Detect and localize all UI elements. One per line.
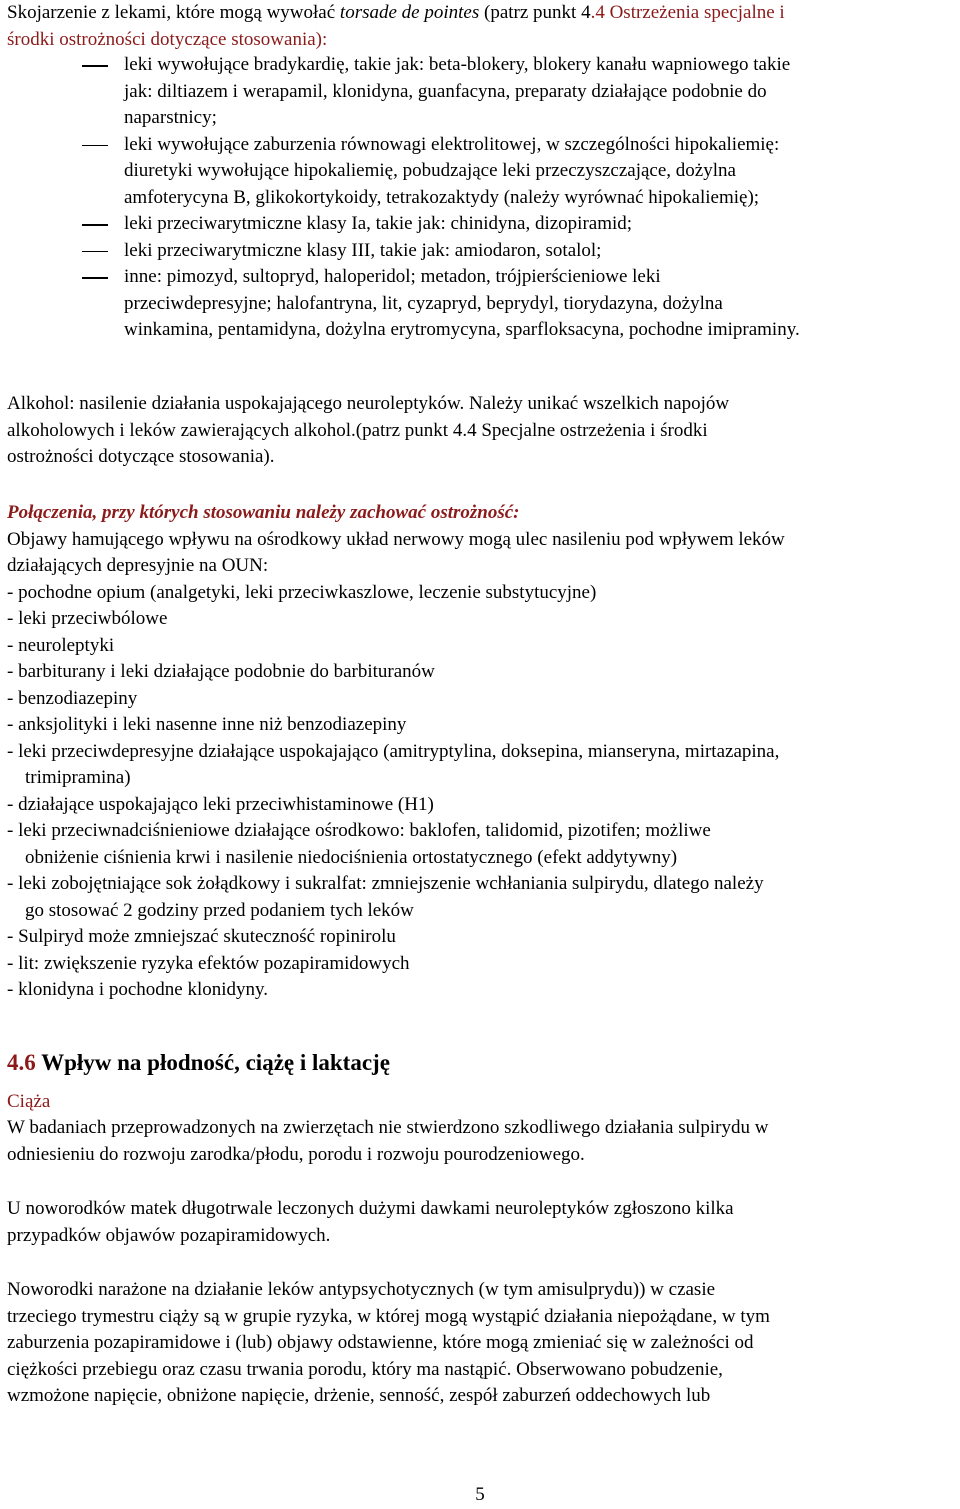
alcohol-line-3: ostrożności dotyczące stosowania). [7,446,275,467]
paragraph-line: odniesieniu do rozwoju zarodka/płodu, porodu i rozwoju pourodzeniowego. [7,1143,585,1165]
caution-item-line: - lit: zwiększenie ryzyka efektów pozapiramidowych [7,952,410,974]
dash-item-line: naparstnicy; [124,107,217,128]
dash-item-line: winkamina, pentamidyna, dożylna erytromycyna, sparfloksacyna, pochodne imipraminy. [124,319,800,340]
caution-item-line: - działające uspokajająco leki przeciwhistaminowe (H1) [7,793,434,815]
pregnancy-paragraph-2 [7,1196,955,1249]
dash-bullet-icon [82,251,108,253]
paragraph-line: trzeciego trymestru ciąży są w grupie ryzyka, w której mogą wystąpić działania niepożądane, w tym [7,1305,770,1327]
dash-bullet-icon [82,277,108,279]
dash-item-line: leki przeciwarytmiczne klasy III, takie jak: amiodaron, sotalol; [124,239,602,261]
pregnancy-paragraph-1 [7,1115,955,1168]
dash-item-line: amfoterycyna B, glikokortykoidy, tetrakozaktydy (należy wyrównać hipokaliemię); [124,186,760,208]
caution-list-item [7,818,955,871]
dash-bullet-icon [82,224,108,226]
section-4-6 [7,1050,955,1410]
caution-intro-line-2: działających depresyjnie na OUN: [7,555,269,576]
caution-section [7,500,955,1004]
caution-list-item [7,871,955,924]
intro-line-2: środki ostrożności dotyczące stosowania): [7,28,328,50]
caution-item-line: trimipramina) [25,767,131,788]
paragraph-line: ciężkości przebiegu oraz czasu trwania porodu, który ma nastąpić. Obserwowano pobudzenie, [7,1358,723,1380]
caution-list-item [7,659,955,686]
caution-list-item [7,951,955,978]
dash-item-line: jak: diltiazem i werapamil, klonidyna, guanfacyna, preparaty działające podobnie do [124,80,767,102]
dash-item-line: leki wywołujące zaburzenia równowagi elektrolitowej, w szczególności hipokaliemię: [124,133,780,155]
section-title-text: Wpływ na płodność, ciążę i laktację [35,1050,390,1075]
caution-item-line: obniżenie ciśnienia krwi i nasilenie niedociśnienia ortostatycznego (efekt addytywny) [25,846,678,868]
dash-item-line: przeciwdepresyjne; halofantryna, lit, cyzapryd, beprydyl, tiorydazyna, dożylna [124,292,723,314]
intro-text: Skojarzenie z lekami, które mogą wywołać [7,2,340,23]
dash-list [0,52,960,344]
caution-item-line: - leki zobojętniające sok żołądkowy i sukralfat: zmniejszenie wchłaniania sulpirydu, dlatego należy [7,873,764,894]
dash-bullet-icon [82,65,108,67]
intro-line-1 [7,0,955,27]
alcohol-line-1: Alkohol: nasilenie działania uspokajającego neuroleptyków. Należy unikać wszelkich napojów [7,393,730,414]
caution-item-line: - barbiturany i leki działające podobnie do barbituranów [7,661,435,682]
section-title [7,1050,955,1077]
caution-intro-line-1: Objawy hamującego wpływu na ośrodkowy układ nerwowy mogą ulec nasileniu pod wpływem leków [7,528,785,550]
caution-list [7,580,955,1004]
paragraph-line: przypadków objawów pozapiramidowych. [7,1224,331,1246]
paragraph-line: wzmożone napięcie, obniżone napięcie, drżenie, senność, zespół zaburzeń oddechowych lub [7,1385,711,1406]
dash-item-line: inne: pimozyd, sultopryd, haloperidol; metadon, trójpierścieniowe leki [124,266,661,287]
caution-item-line: - leki przeciwnadciśnieniowe działające ośrodkowo: baklofen, talidomid, pizotifen; możliwe [7,820,711,841]
caution-item-line: - neuroleptyki [7,634,115,656]
paragraph-line: Noworodki narażone na działanie leków antypsychotycznych (w tym amisulprydu)) w czasie [7,1279,716,1300]
intro-italic-term: torsade de pointes [339,2,480,23]
pregnancy-paragraph-3 [7,1277,955,1410]
dash-list-item [0,211,960,238]
paragraph-line: W badaniach przeprowadzonych na zwierzętach nie stwierdzono szkodliwego działania sulpirydu w [7,1117,769,1138]
caution-item-line: - leki przeciwdepresyjne działające uspokajająco (amitryptylina, doksepina, mianseryna, mirtazapina, [7,740,780,762]
caution-list-item [7,712,955,739]
paragraph-line: zaburzenia pozapiramidowe i (lub) objawy odstawienne, które mogą zmieniać się w zależności od [7,1332,754,1353]
caution-heading: Połączenia, przy których stosowaniu należy zachować ostrożność: [7,502,520,523]
dash-list-item [0,52,960,132]
caution-item-line: - leki przeciwbólowe [7,608,168,629]
caution-list-item [7,924,955,951]
caution-item-line: - benzodiazepiny [7,687,138,709]
intro-highlighted-ref: .4 Ostrzeżenia specjalne i [590,2,785,23]
caution-list-item [7,580,955,607]
dash-item-line: diuretyki wywołujące hipokaliemię, pobudzające leki przeczyszczające, dożylna [124,160,736,181]
caution-item-line: - Sulpiryd może zmniejszać skuteczność ropinirolu [7,926,396,947]
dash-list-item [0,132,960,212]
pregnancy-subheading: Ciąża [7,1090,51,1112]
caution-item-line: - pochodne opium (analgetyki, leki przeciwkaszlowe, leczenie substytucyjne) [7,581,597,603]
dash-bullet-icon [82,145,108,147]
dash-list-item [0,238,960,265]
intro-text: (patrz punkt 4 [479,2,591,23]
caution-list-item [7,739,955,792]
caution-item-line: - klonidyna i pochodne klonidyny. [7,979,269,1000]
caution-list-item [7,633,955,660]
dash-list-item [0,264,960,344]
caution-item-line: go stosować 2 godziny przed podaniem tych leków [25,899,414,921]
caution-list-item [7,686,955,713]
section-number: 4.6 [7,1050,36,1075]
intro-paragraph [7,0,955,53]
alcohol-line-2: alkoholowych i leków zawierających alkohol.(patrz punkt 4.4 Specjalne ostrzeżenia i środki [7,419,708,441]
dash-item-line: leki wywołujące bradykardię, takie jak: beta-blokery, blokery kanału wapniowego takie [124,54,791,75]
page-number: 5 [475,1484,485,1505]
dash-item-line: leki przeciwarytmiczne klasy Ia, takie jak: chinidyna, dizopiramid; [124,213,633,234]
caution-list-item [7,606,955,633]
caution-list-item [7,977,955,1004]
caution-list-item [7,792,955,819]
alcohol-paragraph [7,391,955,471]
paragraph-line: U noworodków matek długotrwale leczonych dużymi dawkami neuroleptyków zgłoszono kilka [7,1198,734,1219]
caution-item-line: - anksjolityki i leki nasenne inne niż benzodiazepiny [7,714,407,735]
